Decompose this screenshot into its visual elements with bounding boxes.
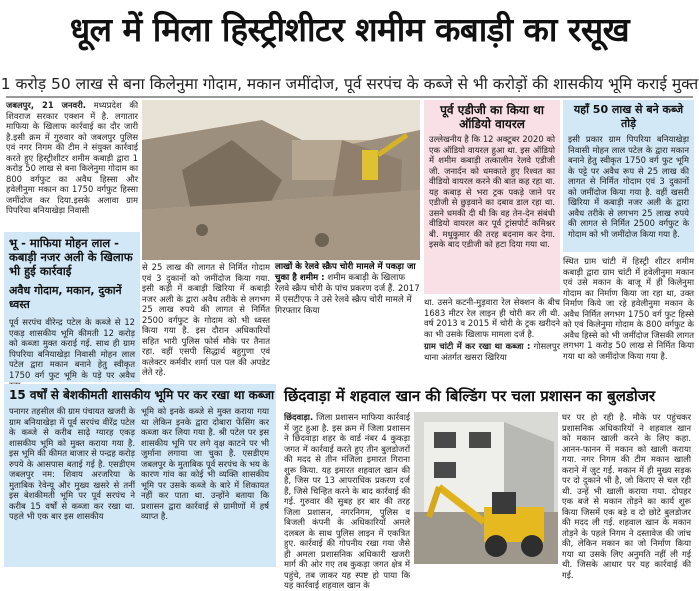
bulldozer-photo [414, 412, 558, 564]
right-column-text: स्थित ग्राम चांटी में हिस्ट्री शीटर शमीम कबाड़ी द्वारा ग्राम चांटी में हवेलीनुमा मकान एवं उसे मकान के बाजू में ही किलेनुमा गोदाम का निर्माण किया जा रहा था, उक्त निर्माण किये जा रहे हवेलीनुमा मकान के अवैध निर्मित लगभग 1750 वर्ग फुट हिस्से को एवं किलेनुमा गोदाम के 800 वर्गफुट के अवैध हिस्से को भी जमींदोज जिसकी लागत लगभग 1 करोड़ 50 लाख से निर्मित किया गया था को जमींदोज किया गया है. [563, 256, 694, 361]
right-box-text: इसी प्रकार ग्राम पिपरिया बनियाखेड़ा निवासी मोहन लाल पटेल के द्वारा मकान बनाने हेतु स्वीकृत 1750 वर्ग फुट भूमि के पट्टे पर अवैध रूप से 25 लाख की लागत से निर्मित गोदाम एवं 3 दुकानों को जमींदोज किया गया है. वहीं खसरी खिरिया में कबाड़ी नजर अली के द्वारा अवैध तरीके से लगभग 25 लाख रुपये की लागत से निर्मित 2500 वर्गफुट के गोदाम को भी जमींदोज किया गया है. [568, 134, 689, 239]
chanti-item [424, 341, 560, 371]
headline: धूल में मिला हिस्ट्रीशीटर शमीम कबाड़ी का रसूख [69, 10, 630, 49]
subheadline: 1 करोड़ 50 लाख से बना किलेनुमा गोदाम, मकान जमींदोज, पूर्व सरपंच के कब्जे से भी करोड़ों की शासकीय भूमि कराई मुक्त [0, 75, 699, 93]
intro-article [6, 100, 138, 230]
bottom-story [280, 384, 695, 590]
bottom-dateline: छिंदवाड़ा. [284, 412, 314, 422]
photo-caption [275, 262, 420, 338]
demolition-photo [142, 100, 420, 260]
left-box-text: पूर्व सरपंच वीरेन्द्र पटेल के कब्जे से 12 एकड़ शासकीय भूमि कीमती 12 करोड़ को कब्जा मुक्त कराई गई. साथ ही ग्राम पिपरिया बनियाखेड़ा निवासी मोहन लाल पटेल द्वारा मकान बनाने हेतु स्वीकृत 1750 वर्ग फुट भूमि के पड़े पर अवैध [9, 317, 135, 380]
intro-text: मध्यप्रदेश की शिवराज सरकार एक्शन में है. लगातार माफिया के खिलाफ कार्रवाई का दौर जारी है.इसी क्रम में गुरुवार को जबलपुर पुलिस एवं नगर निगम की टीम ने संयुक्त कार्रवाई करते हुए हिस्ट्रीशीटर शमीम कबाड़ी द्वारा 1 करोड़ 50 लाख से बना किलेनुमा गोदाम का 800 वर्गफुट का अवैध हिस्सा और हवेलीनुमा मकान का 1750 वर्गफुट हिस्सा जमींदोज कर दिया.इसके अलावा ग्राम पिपरिया बनियाखेड़ा निवासी [6, 100, 138, 215]
left-box-title: भू - माफिया मोहन लाल - कबाड़ी नजर अली के खिलाफ भी हुई कार्रवाई [9, 236, 133, 278]
bottom-col-1-text: जिला प्रशासन माफिया कार्रवाई में जुट हुआ है. इस क्रम में जिला प्रशासन ने छिंदवाड़ा शहर के वार्ड नंबर 4 कुकड़ा जगत में कार्रवाई करते हुए तीन बुलडोजरों की मदद से तीन मंजिला इमारत गिराना शुरू किया. यह इमारत शहवाल खान की है, जिस पर 13 आपराधिक प्रकरण दर्ज हैं, जिसे चिन्हित करने के बाद कार्रवाई की गई. गुरुवार की सुबह हर बार की तरह जिला प्रशासन, नगरनिगम, पुलिस व बिजली कंपनी के अधिकारियों अमले दलबल के साथ पुलिस लाइन में एकत्रित हुए. कार्रवाई की गोपनीय रखा गया जैसे ही अमला प्रशासनिक अधिकारी खजरी मार्ग की ओर गए तब कुकड़ा जगत क्षेत्र में पहुंचे, तब जाकर यह स्पष्ट हो पाया कि यह कार्रवाई शहवाल खान के [284, 412, 410, 590]
bottom-headline: छिंदवाड़ा में शहवाल खान की बिल्डिंग पर चला प्रशासन का बुलडोजर [284, 387, 656, 405]
center-right-text: था. उसने कटनी-मुड़वारा रेल सेक्शन के बीच 1683 मीटर रेल लाइन ही चोरी कर ली थी. वर्ष 2013 व 2015 में चोरी के ट्रक खरीदने का भी उसके खिलाफ मामला दर्ज है. [424, 297, 560, 339]
chanti-bold: ग्राम चांटी में कर रखा था कब्जा : [424, 341, 531, 351]
divider [6, 96, 693, 98]
bulldozer-photo-image [414, 412, 558, 564]
bottom-col-1 [284, 412, 410, 590]
caption-bold: लाखों के रेलवे स्क्रैप चोरी मामले में पकड़ा जा चुका है शमीम : [275, 262, 416, 283]
bottom-col-2: घर पर हो रही है. मौके पर पहुंचकर प्रशासनिक अधिकारियों ने शहवाल खान को मकान खाली करने के लिए कहा. आनन-फानन में मकान को खाली कराया गया. नगर निगम की टीम मकान खाली कराने में जुट गई. मकान में ही मुख्य सड़क पर दो दुकाने भी है, जो किराए से चल रही थी. उन्हें भी खाली कराया गया. दोपहर एक बजे से मकान तोड़ने का कार्य शुरू किया जिसमें एक बड़े व दो छोटे बुलडोजर की मदद ली गई. शहवाल खान के मकान तोड़ने के पहले निगम ने दस्तावेज की जांच की, लेकिन मकान का जो निर्माण किया गया था उसके लिए अनुमति नहीं ली गई थी. जिसके आधार पर यह कार्रवाई की गई. [562, 412, 691, 580]
left-sidebar-box [4, 232, 140, 382]
audio-viral-box [424, 100, 560, 294]
left-box-subtitle: अवैध गोदाम, मकान, दुकानें ध्वस्त [9, 284, 122, 311]
strip-title: 15 वर्षों से बेशकीमती शासकीय भूमि पर कर रखा था कब्जा [9, 388, 275, 402]
strip-col-1: पनागर तहसील की ग्राम पंचायत खजरी के ग्राम बनियाखेड़ा में पूर्व सरपंच वीरेंद्र पटेल के कब्जे से करीब साढ़े ग्यारह एकड़ शासकीय भूमि को मुक्त कराया गया है. इस भूमि की कीमत बाजार से पन्द्रह करोड़ रुपये के आसपास बताई गई है. एसडीएम जबलपुर नम: शिवाय अरजरिया के मुताबिक रेवेन्यू और मुख्य खसरे से तनीं इस बेशकीमती भूमि पर पूर्व सरपंच ने करीब 15 वर्षों से कब्जा कर रखा था. पहले भी एक बार इस शासकीय [9, 406, 135, 521]
pink-box-text: उल्लेखनीय है कि 12 अक्टूबर 2020 को एक ऑडियो वायरल हुआ था. इस ऑडियो में शमीम कबाड़ी तत्कालीन रेलवे एडीजी जी. जनार्दन को धमकाते हुए रिश्वत का वीडियो वायरल करने की बात कह रहा था. यह कबाड़ से भरा ट्रक पकड़े जाने पर एडीजी से छुड़वाने का दबाव डाल रहा था. उसने धमकी दी थी कि वह तेन-देन संबंधी वीडियो वायरल कर पूर्व ट्रांसपोर्ट कमिश्नर बी. मधुकुमार की तरह बदनाम कर देगा. इसके बाद एडीजी को हटा दिया गया था. [429, 134, 555, 249]
caption-text: शमीम कबाड़ी के खिलाफ रेलवे स्क्रैप चोरी के पांच प्रकरण दर्ज हैं. 2017 में एसटीएफ ने उसे रेलवे स्क्रैप चोरी मामले में गिरफ्तार किया [275, 273, 420, 316]
demolition-photo-image [142, 100, 420, 260]
pink-box-title: पूर्व एडीजी का किया था ऑडियो वायरल [440, 103, 544, 131]
chanti-text: गोसलपुर थाना अंतर्गत खसरा खिरिया [424, 341, 560, 362]
dateline: जबलपुर, 21 जनवरी. [6, 100, 86, 110]
strip-col-2: भूमि को इनके कब्जे से मुक्त कराया गया था लेकिन इनके द्वारा दोबारा फेंसिंग कर कब्जा कर लिया गया है. श्री पटेल पर इस शासकीय भूमि पर लगे वृक्ष काटने पर भी जुर्माना लगाया जा चुका है. एसडीएम जबलपुर के मुताबिक पूर्व सरपंच के भय के कारण गांव का कोई भी व्यक्ति शासकीय भूमि पर उसके कब्जे के बारे में शिकायत नहीं कर पाता था. उन्होंने बताया कि प्रशासन द्वारा कार्रवाई से ग्रामीणों में हर्ष व्याप्त है. [141, 406, 269, 521]
right-sidebar-box [563, 100, 694, 252]
right-box-title: यहाँ 50 लाख से बने कब्जे तोड़े [573, 103, 684, 130]
center-column-text: से 25 लाख की लागत से निर्मित गोदाम एवं 3 दुकानों को जमींदोज किया गया. इसी कड़ी में कबाड़ी खिरिया में कबाड़ी नजर अली के द्वारा अवैध तरीके से लगभग 25 लाख रुपये की लागत से निर्मित 2500 वर्गफुट के गोदाम को भी ध्वस्त किया गया है. इस दौरान अधिकारियों सहित भारी पुलिस फोर्स मौके पर तैनात रहा. वहीं एसपी सिद्धार्थ बहुगुणा एवं कलेक्टर कर्मवीर शर्मा पल पल की अपडेट लेते रहे. [142, 262, 270, 377]
land-encroachment-box [4, 384, 276, 567]
